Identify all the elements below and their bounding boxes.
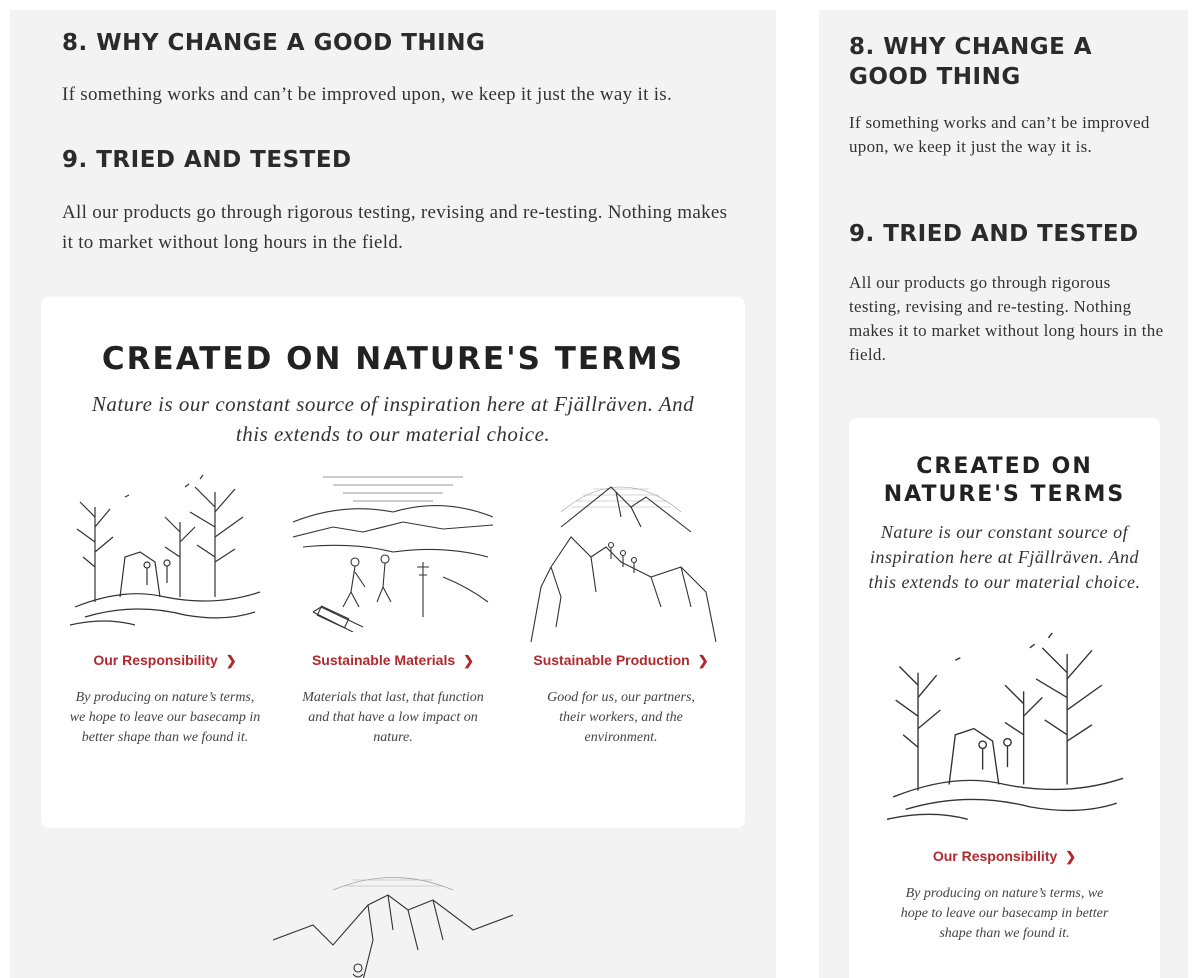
responsibility-description: By producing on nature’s terms, we hope to leave our basecamp in better shape than we found it. <box>69 690 261 745</box>
our-responsibility-label: Our Responsibility <box>93 652 218 668</box>
mobile-nature-terms-card <box>849 418 1160 978</box>
sustainable-materials-link[interactable] <box>312 652 474 669</box>
sustainable-production-link[interactable] <box>533 652 708 669</box>
mobile-section-8-heading: 8. WHY CHANGE A GOOD THING <box>849 34 1093 90</box>
mobile-our-responsibility-link[interactable] <box>933 848 1076 865</box>
section-9-heading: 9. TRIED AND TESTED <box>62 147 352 173</box>
mobile-responsibility-description: By producing on nature’s terms, we hope to leave our basecamp in better shape than we found it. <box>900 886 1109 941</box>
skiers-sled-illustration <box>293 467 493 632</box>
sustainable-materials-label: Sustainable Materials <box>311 652 456 668</box>
mobile-section-9-text: All our products go through rigorous testing, revising and re-testing. Nothing makes it to market without long hours in the field. <box>849 273 1164 364</box>
section-8-text: If something works and can’t be improved upon, we keep it just the way it is. <box>62 84 673 105</box>
mobile-section-8-text: If something works and can’t be improved upon, we keep it just the way it is. <box>849 113 1150 156</box>
section-9-text: All our products go through rigorous testing, revising and re-testing. Nothing makes it to market without long hours in the field. <box>62 202 728 253</box>
forest-hikers-illustration <box>65 467 265 632</box>
column-production <box>521 467 721 748</box>
materials-description: Materials that last, that function and that have a low impact on nature. <box>302 690 484 745</box>
mobile-card-title: CREATED ON NATURE'S TERMS <box>883 454 1126 507</box>
chevron-right-icon: ❯ <box>225 653 237 668</box>
card-subtitle: Nature is our constant source of inspiration here at Fjällräven. And this extends to our material choice. <box>91 392 695 446</box>
our-responsibility-link[interactable] <box>93 652 236 669</box>
chevron-right-icon: ❯ <box>697 653 709 668</box>
forest-hikers-illustration <box>880 623 1130 828</box>
mobile-section-9-heading: 9. TRIED AND TESTED <box>849 221 1139 247</box>
column-materials <box>293 467 493 748</box>
card-title: CREATED ON NATURE'S TERMS <box>101 341 685 377</box>
mobile-our-responsibility-label: Our Responsibility <box>932 848 1058 864</box>
desktop-panel <box>10 10 776 978</box>
mountain-peak-illustration <box>273 870 513 978</box>
mobile-panel <box>819 10 1188 978</box>
nature-terms-card <box>41 297 745 828</box>
mobile-card-subtitle: Nature is our constant source of inspiration here at Fjällräven. And this extends to our material choice. <box>868 522 1141 592</box>
column-responsibility <box>65 467 265 748</box>
production-description: Good for us, our partners, their workers, and the environment. <box>547 690 695 745</box>
sustainable-production-label: Sustainable Production <box>533 652 690 668</box>
chevron-right-icon: ❯ <box>1065 849 1077 864</box>
chevron-right-icon: ❯ <box>463 653 475 668</box>
mountain-climbers-illustration <box>521 467 721 642</box>
section-8-heading: 8. WHY CHANGE A GOOD THING <box>62 30 486 56</box>
mobile-column-responsibility <box>869 623 1140 944</box>
